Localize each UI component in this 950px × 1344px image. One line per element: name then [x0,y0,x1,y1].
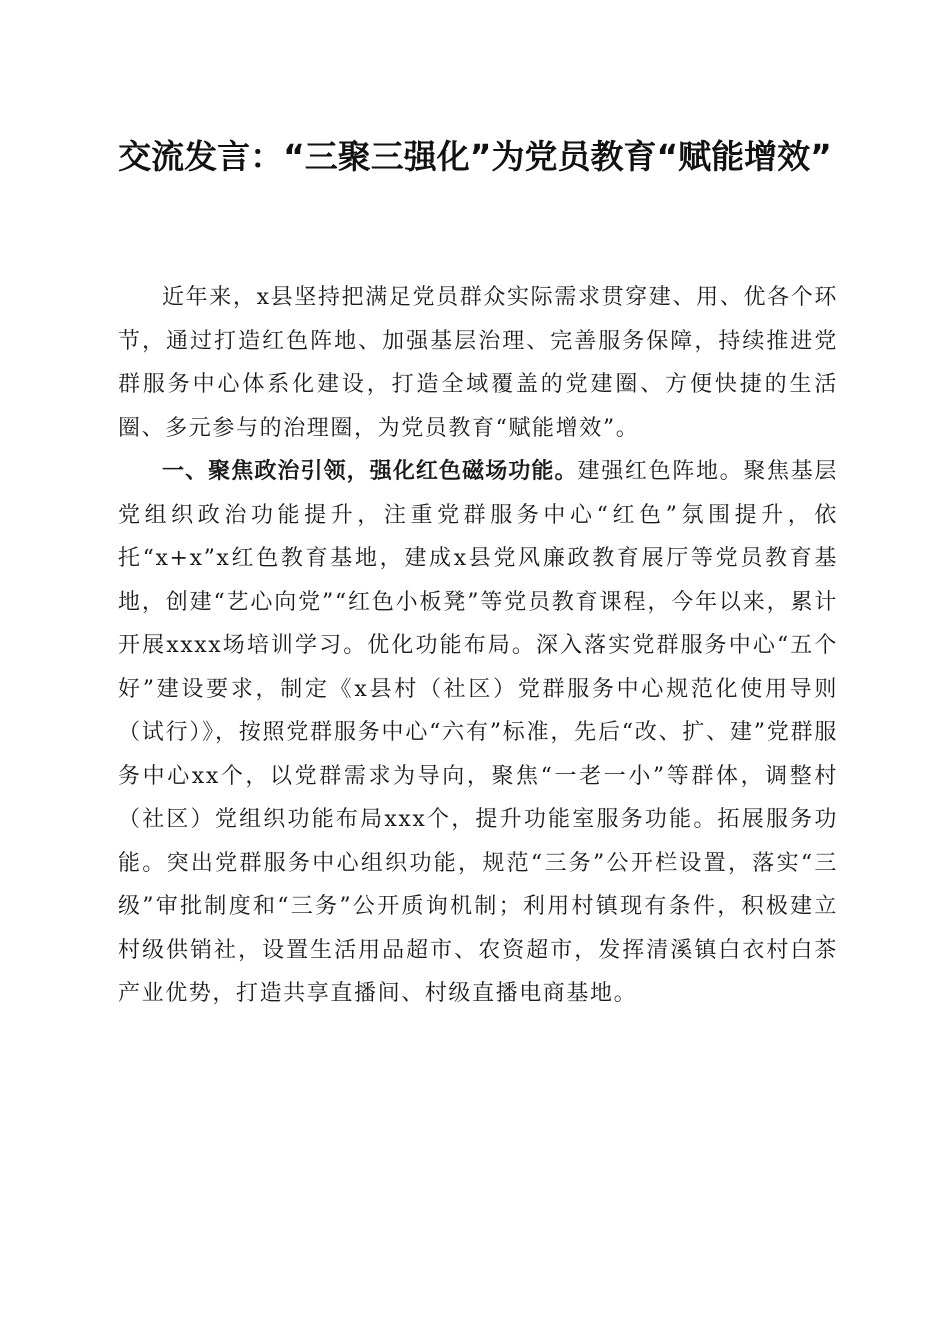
document-body [118,276,838,1016]
section-one-text: 建强红色阵地。聚焦基层党组织政治功能提升，注重党群服务中心“红色”氛围提升，依托“x+x”x红色教育基地，建成x县党风廉政教育展厅等党员教育基地，创建“艺心向党”“红色小板凳”等党员教育课程，今年以来，累计开展xxxx场培训学习。优化功能布局。深入落实党群服务中心“五个好”建设要求，制定《x县村（社区）党群服务中心规范化使用导则（试行）》，按照党群服务中心“六有”标准，先后“改、扩、建”党群服务中心xx个，以党群需求为导向，聚焦“一老一小”等群体，调整村（社区）党组织功能布局xxx个，提升功能室服务功能。拓展服务功能。突出党群服务中心组织功能，规范“三务”公开栏设置，落实“三级”审批制度和“三务”公开质询机制；利用村镇现有条件，积极建立村级供销社，设置生活用品超市、农资超市，发挥清溪镇白衣村白茶产业优势，打造共享直播间、村级直播电商基地。 [118,459,838,1006]
intro-paragraph: 近年来，x县坚持把满足党员群众实际需求贯穿建、用、优各个环节，通过打造红色阵地、加强基层治理、完善服务保障，持续推进党群服务中心体系化建设，打造全域覆盖的党建圈、方便快捷的生活圈、多元参与的治理圈，为党员教育“赋能增效”。 [118,285,838,441]
section-one-paragraph [118,450,838,1016]
document-title: 交流发言：“三聚三强化”为党员教育“赋能增效” [118,137,832,176]
section-one-heading: 一、聚焦政治引领，强化红色磁场功能。 [162,459,578,484]
